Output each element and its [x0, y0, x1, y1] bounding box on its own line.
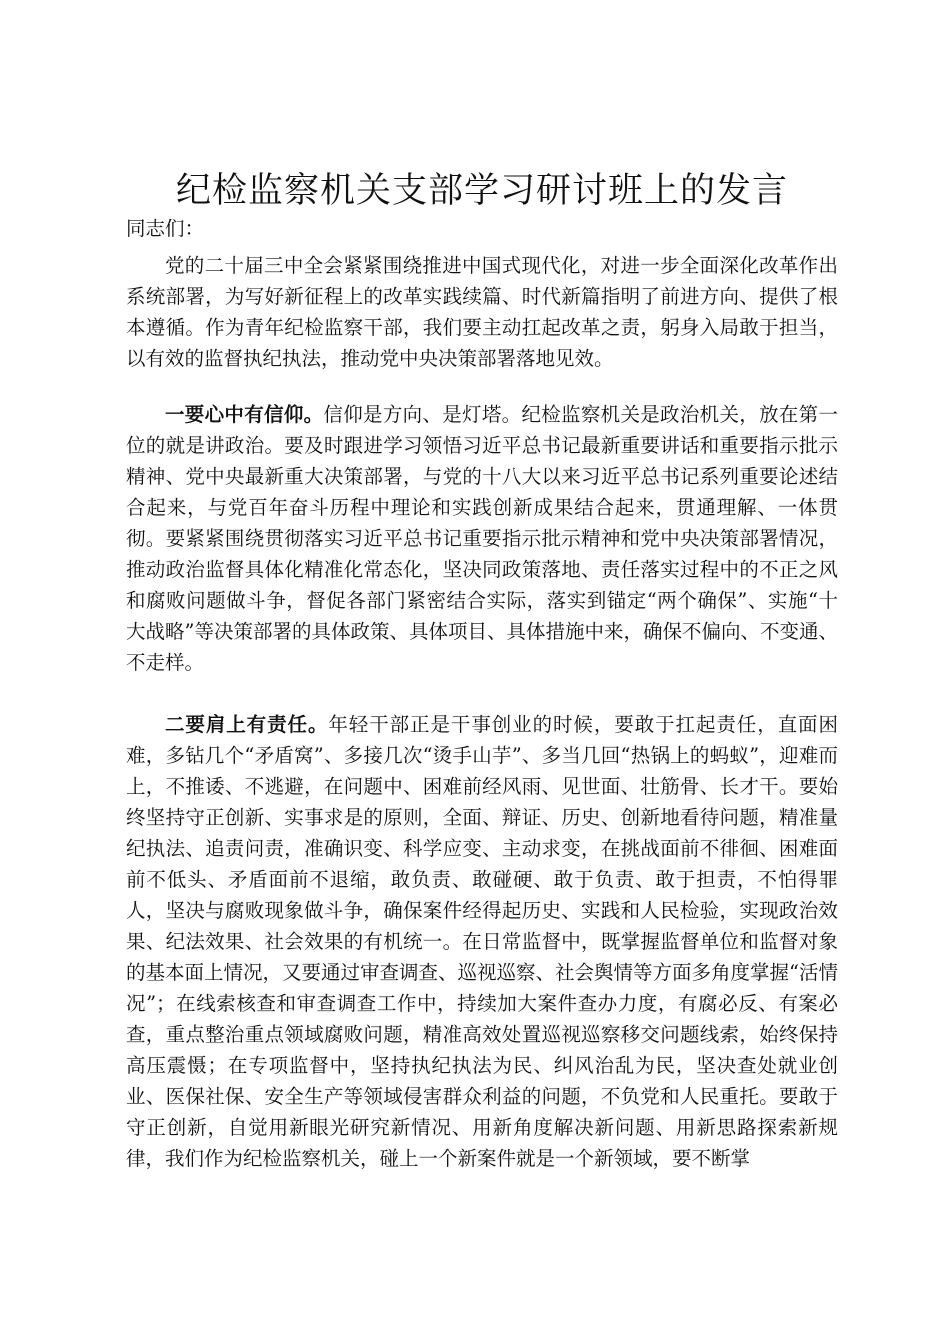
- paragraph-responsibility: [126, 709, 838, 1174]
- paragraph-heading: 一要心中有信仰。: [165, 403, 324, 426]
- paragraph-body: 党的二十届三中全会紧紧围绕推进中国式现代化，对进一步全面深化改革作出系统部署，为写好新征程上的改革实践续篇、时代新篇指明了前进方向、提供了根本遵循。作为青年纪检监察干部，我们要主动扛起改革之责，躬身入局敢于担当，以有效的监督执纪执法，推动党中央决策部署落地见效。: [126, 254, 838, 370]
- paragraph-body: 年轻干部正是干事创业的时候，要敢于扛起责任，直面困难，多钻几个“矛盾窝”、多接几次“烫手山芋”、多当几回“热锅上的蚂蚁”，迎难而上，不推诿、不逃避，在问题中、困难前经风雨、见世面、壮筋骨、长才干。要始终坚持守正创新、实事求是的原则，全面、辩证、历史、创新地看待问题，精准量纪执法、追责问责，准确识变、科学应变、主动求变，在挑战面前不徘徊、困难面前不低头、矛盾面前不退缩，敢负责、敢碰硬、敢于负责、敢于担责，不怕得罪人，坚决与腐败现象做斗争，确保案件经得起历史、实践和人民检验，实现政治效果、纪法效果、社会效果的有机统一。在日常监督中，既掌握监督单位和监督对象的基本面上情况，又要通过审查调查、巡视巡察、社会舆情等方面多角度掌握“活情况”；在线索核查和审查调查工作中，持续加大案件查办力度，有腐必反、有案必查，重点整治重点领域腐败问题，精准高效处置巡视巡察移交问题线索，始终保持高压震慑；在专项监督中，坚持执纪执法为民、纠风治乱为民，坚决查处就业创业、医保社保、安全生产等领域侵害群众利益的问题，不负党和人民重托。要敢于守正创新，自觉用新眼光研究新情况、用新角度解决新问题、用新思路探索新规律，我们作为纪检监察机关，碰上一个新案件就是一个新领域，要不断掌: [126, 713, 838, 1170]
- paragraph-body: 信仰是方向、是灯塔。纪检监察机关是政治机关，放在第一位的就是讲政治。要及时跟进学习领悟习近平总书记最新重要讲话和重要指示批示精神、党中央最新重大决策部署，与党的十八大以来习近平总书记系列重要论述结合起来，与党百年奋斗历程中理论和实践创新成果结合起来，贯通理解、一体贯彻。要紧紧围绕贯彻落实习近平总书记重要指示批示精神和党中央决策部署情况，推动政治监督具体化精准化常态化，坚决同政策落地、责任落实过程中的不正之风和腐败问题做斗争，督促各部门紧密结合实际，落实到锚定“两个确保”、实施“十大战略”等决策部署的具体政策、具体项目、具体措施中来，确保不偏向、不变通、不走样。: [126, 403, 838, 674]
- paragraph-heading: 二要肩上有责任。: [165, 713, 329, 736]
- paragraph-intro: [126, 250, 838, 374]
- salutation: 同志们：: [126, 217, 205, 240]
- document-title: 纪检监察机关支部学习研讨班上的发言: [175, 171, 788, 211]
- paragraph-faith: [126, 399, 838, 678]
